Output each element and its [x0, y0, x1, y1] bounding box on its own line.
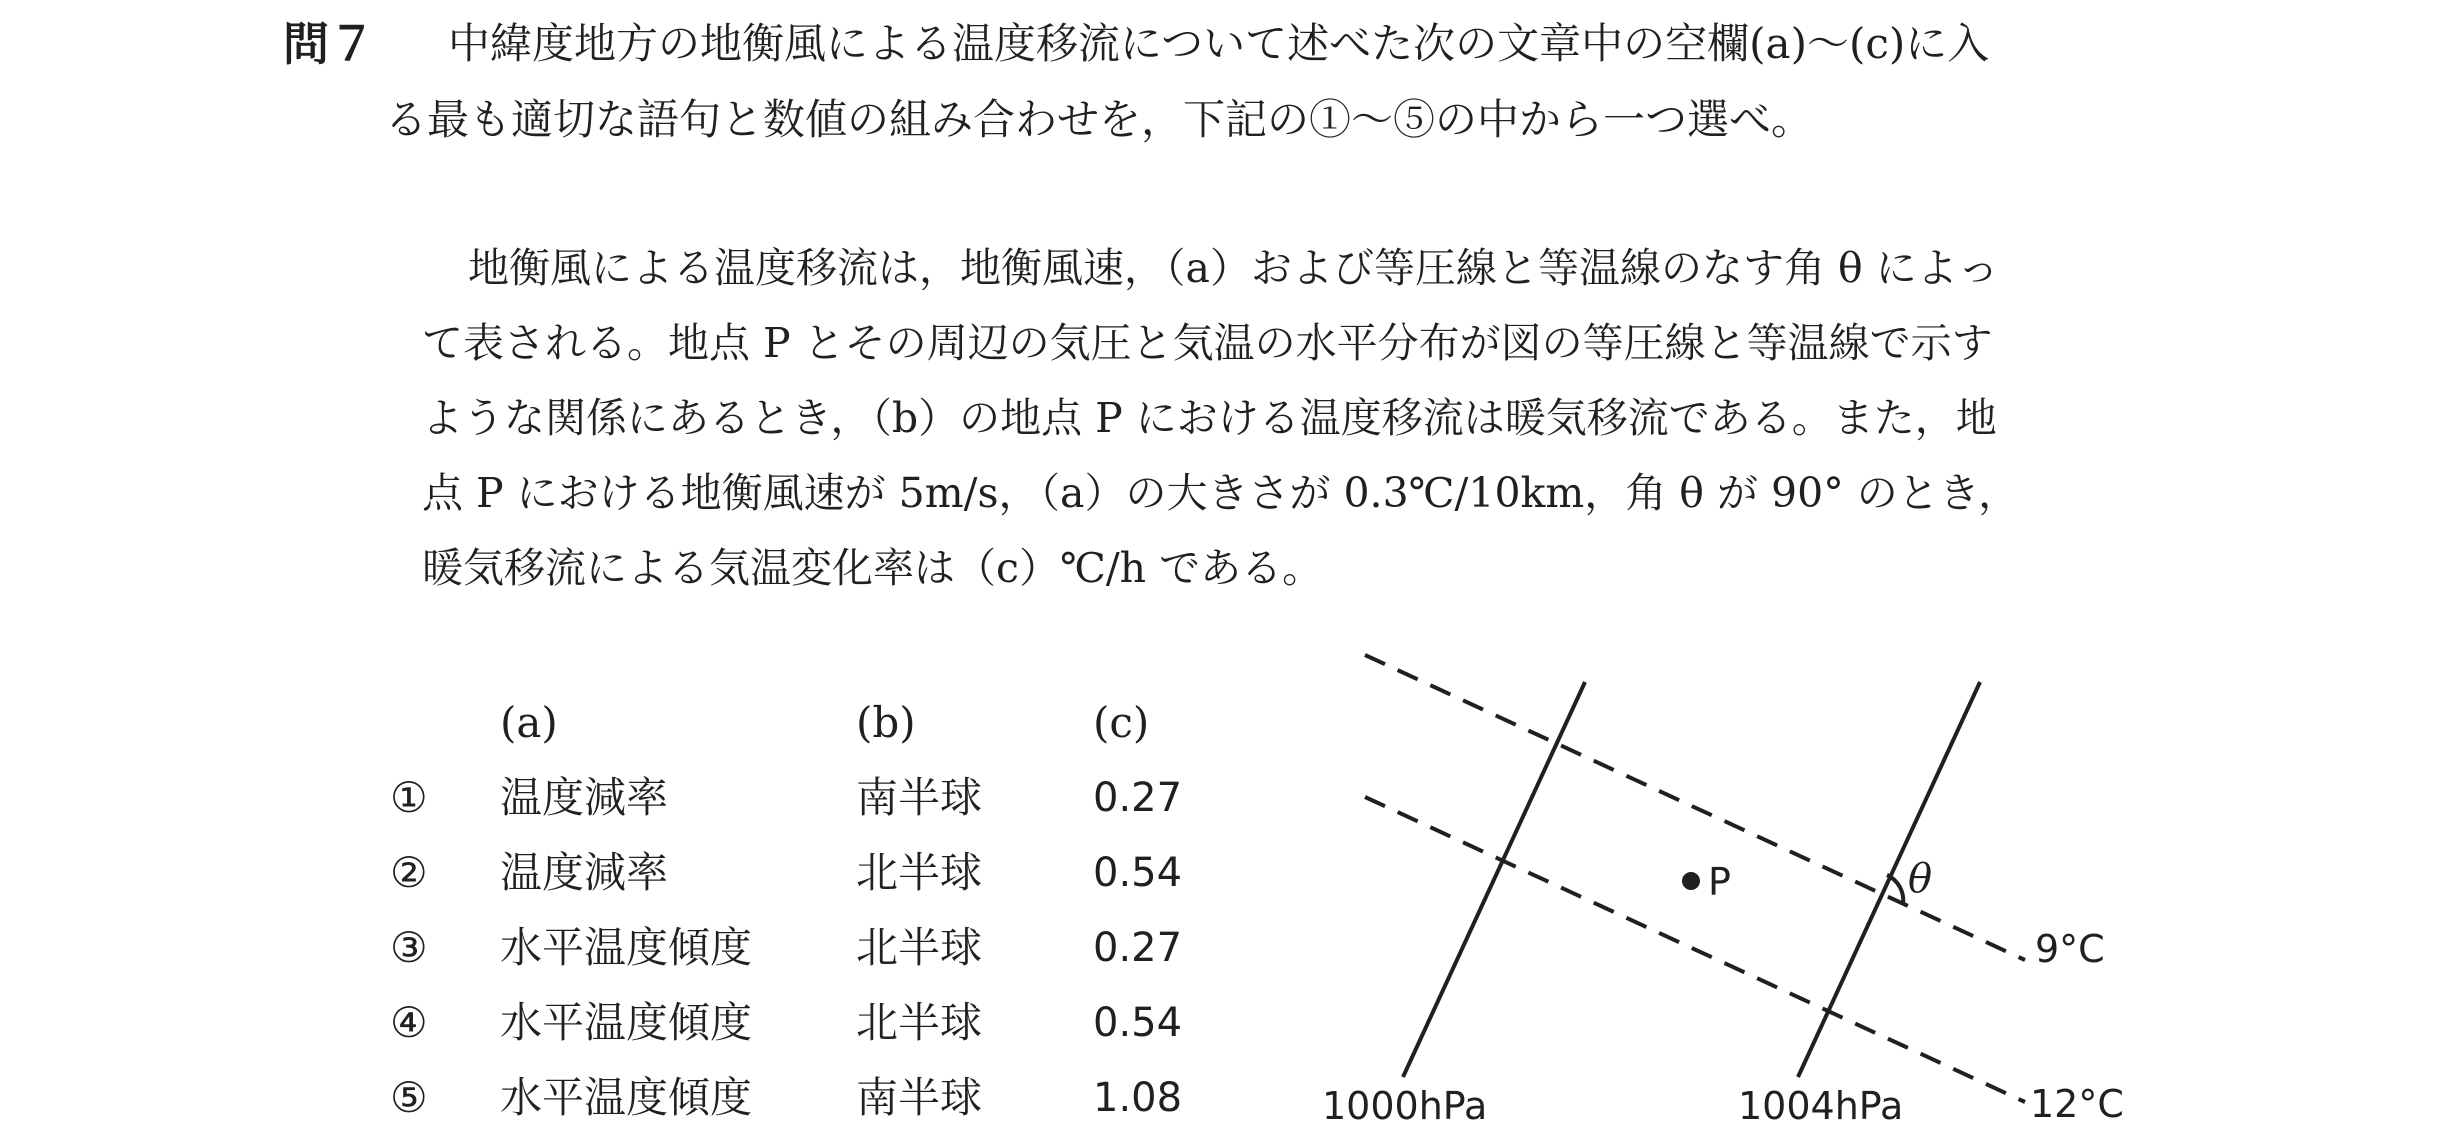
question-number: 問７ [283, 17, 375, 71]
isotherm-label-9: 9°C [2035, 927, 2105, 971]
isobar-label-1004: 1004hPa [1738, 1084, 1904, 1128]
passage-line-4: 点 P における地衡風速が 5m/s，（a）の大きさが 0.3℃/10km，角 θ が 90° のとき， [422, 469, 2020, 517]
passage-line-5: 暖気移流による気温変化率は（c）℃/h である。 [422, 544, 1324, 592]
choice-c-value: 0.27 [1093, 775, 1183, 821]
choice-number[interactable]: ④ [390, 998, 428, 1047]
choice-number[interactable]: ① [390, 773, 428, 822]
choice-number[interactable]: ② [390, 848, 428, 897]
choice-b-value: 北半球 [856, 923, 983, 972]
angle-theta-label: θ [1908, 856, 1933, 902]
isobar-label-1000: 1000hPa [1322, 1084, 1488, 1128]
isobar-1004hpa-line [1798, 682, 1980, 1077]
isotherm-12c-line [1365, 797, 2025, 1102]
column-header-a: (a) [500, 698, 558, 747]
choice-c-value: 1.08 [1093, 1075, 1183, 1121]
column-header-b: (b) [856, 698, 916, 747]
question-text-line-1: 中緯度地方の地衡風による温度移流について述べた次の文章中の空欄(a)～(c)に入 [448, 19, 1990, 68]
choice-number[interactable]: ⑤ [390, 1073, 428, 1122]
passage-line-1: 地衡風による温度移流は，地衡風速，（a）および等圧線と等温線のなす角 θ によっ [468, 244, 1999, 292]
isotherm-9c-line [1365, 655, 2025, 960]
passage-line-2: て表される。地点 P とその周辺の気圧と気温の水平分布が図の等圧線と等温線で示す [422, 319, 1993, 367]
choice-a-value: 水平温度傾度 [500, 1073, 753, 1122]
point-p-label: P [1708, 860, 1731, 904]
choice-b-value: 北半球 [856, 848, 983, 897]
choice-c-value: 0.27 [1093, 925, 1183, 971]
choice-b-value: 南半球 [856, 773, 983, 822]
choice-a-value: 水平温度傾度 [500, 923, 753, 972]
choice-a-value: 水平温度傾度 [500, 998, 753, 1047]
passage-line-3: ような関係にあるとき，（b）の地点 P における温度移流は暖気移流である。また，地 [422, 394, 1997, 442]
column-header-c: (c) [1093, 698, 1150, 747]
choice-c-value: 0.54 [1093, 850, 1183, 896]
choice-c-value: 0.54 [1093, 1000, 1183, 1046]
choice-a-value: 温度減率 [500, 848, 669, 897]
isotherm-label-12: 12°C [2030, 1082, 2124, 1126]
choice-a-value: 温度減率 [500, 773, 669, 822]
choice-number[interactable]: ③ [390, 923, 428, 972]
choice-b-value: 南半球 [856, 1073, 983, 1122]
choice-b-value: 北半球 [856, 998, 983, 1047]
question-text-line-2: る最も適切な語句と数値の組み合わせを，下記の①～⑤の中から一つ選べ。 [385, 95, 1814, 144]
isobar-1000hpa-line [1403, 682, 1585, 1077]
point-p-marker [1682, 872, 1700, 890]
